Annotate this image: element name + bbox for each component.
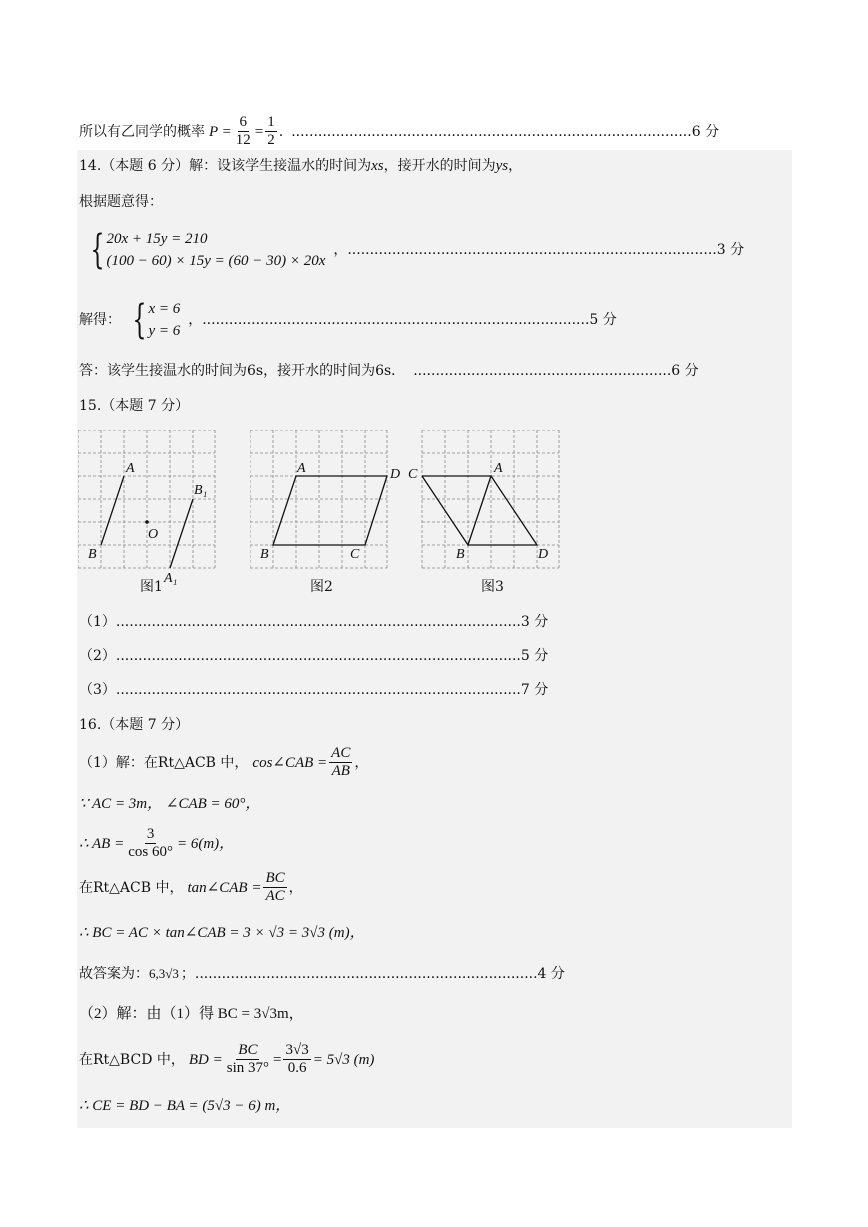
figure-1: [78, 430, 218, 590]
answer-text: 答：该学生接温水的时间为6s，接开水的时间为6s．: [79, 363, 406, 379]
comma: ，: [508, 158, 523, 174]
fraction-den: AC: [265, 888, 285, 904]
label-O: O: [148, 527, 159, 542]
var-x: xs: [371, 158, 384, 174]
score-leader: ..........................................................6 分: [413, 363, 699, 379]
label-C: C: [350, 547, 360, 562]
fraction-3-cos60: [126, 826, 175, 861]
q14-according: 根据题意得：: [79, 194, 163, 210]
q15-part3: （3）...........................................................................................7 分: [79, 682, 549, 698]
period: .: [278, 123, 284, 140]
q15-part2: （2）...........................................................................................5 分: [79, 648, 549, 664]
label-D: D: [538, 547, 549, 562]
fraction-num: 1: [267, 114, 275, 130]
comma: ，: [354, 754, 369, 771]
solution-brace-system: [121, 298, 180, 342]
q15-header: 15.（本题 7 分）: [79, 398, 190, 414]
fraction-den: cos 60°: [128, 844, 173, 860]
q14-head-text: 14.（本题 6 分）解：设该学生接温水的时间为: [79, 158, 372, 174]
fraction-den: 12: [235, 132, 251, 148]
label-A1: A₁: [164, 571, 178, 586]
q15-part1: （1）...........................................................................................3 分: [79, 614, 549, 630]
label-B1: B₁: [194, 483, 208, 498]
figure-3: [406, 430, 566, 575]
figure-2: [250, 430, 410, 575]
fraction-num: AC: [331, 745, 351, 761]
q14-solution: [79, 298, 617, 342]
tan-expr: tan∠CAB =: [187, 879, 262, 896]
fraction-bc-ac: [263, 870, 286, 905]
probability-text: 所以有乙同学的概率: [79, 123, 205, 140]
fraction-num: 3: [146, 826, 155, 842]
q16-line7: [79, 1005, 304, 1023]
bc-result: ∴ BC = AC × tan∠CAB = 3 × √3 = 3√3 (m)，: [79, 925, 365, 941]
given-values: ∵ AC = 3m， ∠CAB = 60°，: [79, 796, 261, 812]
fraction-den: sin 37°: [226, 1060, 270, 1076]
cos-expr: cos∠CAB =: [252, 754, 328, 771]
q14-mid-text: ，接开水的时间为: [383, 158, 496, 174]
q16-line1: [79, 745, 368, 780]
q14-header: [79, 157, 522, 175]
figure-3-caption: 图3: [481, 579, 504, 595]
fraction-bc-sin37: [225, 1042, 271, 1077]
score-leader: ，...................................................................................3 分: [333, 242, 745, 258]
q16-line4: [79, 870, 303, 905]
fraction-3sqrt3-06: [283, 1042, 310, 1077]
comma: ，: [288, 879, 303, 896]
solution-label: 解得：: [79, 312, 121, 328]
bd-expr: BD =: [188, 1051, 223, 1068]
q14-equation-system: [79, 228, 744, 272]
q14-answer: [79, 362, 699, 380]
label-D: D: [390, 467, 401, 482]
q16-line5: [79, 924, 365, 942]
label-B: B: [260, 547, 269, 562]
equation-1: 20x + 15y = 210: [106, 231, 208, 247]
score-leader: ；.............................................................................4 分: [180, 966, 565, 982]
probability-symbol: P =: [209, 123, 232, 140]
q16-line2: [79, 795, 260, 813]
label-A: A: [297, 461, 306, 476]
ab-result: = 6(m)，: [176, 835, 235, 852]
answer-values: 6,3√3: [149, 966, 179, 981]
left-brace: {: [132, 297, 147, 343]
ce-result: ∴ CE = BD − BA = (5√3 − 6) m，: [79, 1098, 291, 1114]
fraction-den: 2: [267, 132, 275, 148]
solution-y: y = 6: [148, 323, 181, 339]
figure-1-caption: 图1: [140, 579, 163, 595]
fraction-1-2: [265, 114, 277, 149]
score-leader: ..........................................................................................6 分: [291, 123, 720, 140]
equation-2: (100 − 60) × 15y = (60 − 30) × 20x: [106, 253, 326, 269]
fraction-num: 6: [239, 114, 248, 130]
label-B: B: [88, 547, 97, 562]
solution-x: x = 6: [148, 301, 181, 317]
q16-line9: [79, 1097, 290, 1115]
label-A: A: [126, 461, 135, 476]
fraction-num: BC: [265, 870, 285, 886]
probability-line: 所以有乙同学的概率 P = $\frac{6}{12}$ = $\frac{1}{2}$ . ..........................................................................................6 分: [79, 114, 720, 148]
q16-l4-text: 在Rt△ACB 中，: [79, 879, 184, 896]
figure-2-caption: 图2: [310, 579, 333, 595]
score-leader: ，.......................................................................................5 分: [188, 312, 617, 328]
q16-line3: [79, 826, 234, 861]
fraction-ac-ab: [329, 745, 352, 780]
equation-brace-system: [79, 228, 325, 272]
fraction-den: AB: [331, 763, 350, 779]
q16-line6: [79, 965, 565, 983]
fraction-num: 3√3: [285, 1042, 309, 1058]
label-B: B: [456, 547, 465, 562]
left-brace: {: [90, 227, 105, 273]
fraction-den: 0.6: [287, 1060, 307, 1076]
q16-header: 16.（本题 7 分）: [79, 717, 190, 733]
fraction-num: BC: [238, 1042, 258, 1058]
q16-l8-text: 在Rt△BCD 中，: [79, 1051, 185, 1068]
ab-expr: ∴ AB =: [79, 835, 125, 852]
part2-start: （2）解：由（1）得 BC = 3√3m，: [79, 1006, 304, 1022]
var-y: ys: [495, 158, 509, 174]
bd-result: = 5√3 (m): [312, 1051, 375, 1068]
q16-line8: 在Rt△BCD 中， BD = $\frac{BC}{\sin 37^\circ}$ = $\frac{3√3}{0.6}$ = 5√3 (m): [79, 1042, 375, 1076]
answer-label: 故答案为：: [79, 966, 149, 982]
label-A: A: [494, 461, 503, 476]
fraction-6-12: [234, 114, 253, 149]
q16-l1-text: （1）解：在Rt△ACB 中，: [79, 754, 249, 771]
label-C: C: [408, 467, 418, 482]
